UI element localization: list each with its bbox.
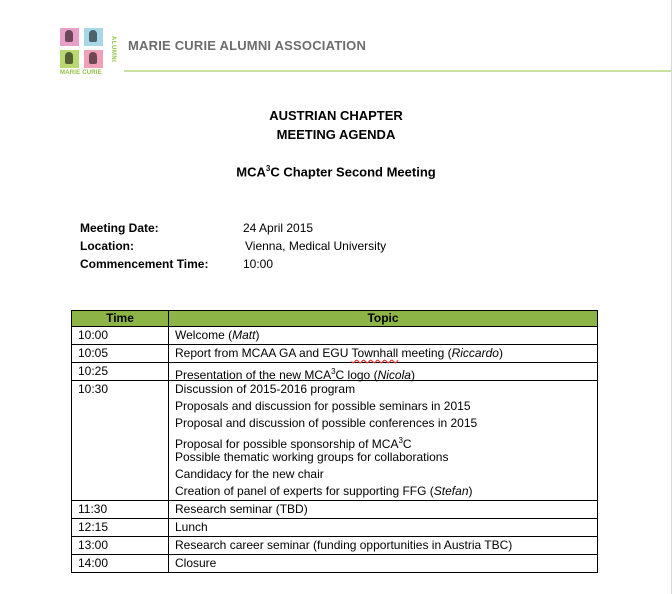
agenda-time: 10:00 xyxy=(72,327,169,345)
topic-presenter: Matt xyxy=(232,328,256,342)
topic-text: Research seminar (TBD) xyxy=(175,502,308,516)
topic-text: Proposals and discussion for possible seminars in 2015 xyxy=(175,399,471,413)
chapter-title: AUSTRIAN CHAPTER xyxy=(269,108,403,123)
agenda-topic xyxy=(169,327,598,345)
header-divider xyxy=(124,70,672,72)
agenda-header-row xyxy=(72,311,598,327)
location-value: Vienna, Medical University xyxy=(245,239,387,253)
topic-text: Creation of panel of experts for supporting FFG ( xyxy=(175,484,434,498)
agenda-topic xyxy=(169,363,598,381)
topic-superscript: 3 xyxy=(331,367,336,376)
topic-line xyxy=(175,537,597,554)
agenda-time: 11:30 xyxy=(72,501,169,519)
topic-line xyxy=(175,483,597,500)
topic-text: Report from MCAA GA and EGU xyxy=(175,346,352,360)
agenda-time: 14:00 xyxy=(72,555,169,573)
topic-text-post: ) xyxy=(410,368,415,382)
topic-line xyxy=(175,345,597,362)
meeting-date-value: 24 April 2015 xyxy=(243,221,314,235)
topic-text: Welcome ( xyxy=(175,328,233,342)
logo-text-bottom: MARIE CURIE xyxy=(60,70,102,76)
subtitle-post: C Chapter Second Meeting xyxy=(270,164,436,180)
topic-superscript: 3 xyxy=(398,436,403,445)
topic-text-mid: meeting ( xyxy=(398,346,452,360)
topic-line xyxy=(175,415,597,432)
topic-text: Lunch xyxy=(175,520,208,534)
topic-presenter: Nicola xyxy=(377,368,411,382)
meeting-subtitle xyxy=(0,164,672,179)
topic-line xyxy=(175,363,597,380)
agenda-time: 10:05 xyxy=(72,345,169,363)
topic-line xyxy=(175,432,597,449)
agenda-topic xyxy=(169,519,598,537)
agenda-row xyxy=(72,555,598,573)
logo-square-green xyxy=(60,50,79,68)
location-label: Location: xyxy=(80,239,134,253)
subtitle-pre: MCA xyxy=(236,164,266,180)
topic-column-header: Topic xyxy=(169,311,598,327)
topic-text: Presentation of the new MCA xyxy=(175,368,332,382)
agenda-table xyxy=(71,310,598,573)
topic-text: Proposal and discussion of possible conferences in 2015 xyxy=(175,416,478,430)
topic-text-post: ) xyxy=(255,328,260,342)
topic-text: Candidacy for the new chair xyxy=(175,467,324,481)
topic-presenter: Riccardo xyxy=(451,346,499,360)
agenda-time: 12:15 xyxy=(72,519,169,537)
topic-line xyxy=(175,381,597,398)
topic-text: Research career seminar (funding opportunities in Austria TBC) xyxy=(175,538,513,552)
agenda-row xyxy=(72,345,598,363)
topic-text-post: ) xyxy=(468,484,473,498)
org-name: MARIE CURIE ALUMNI ASSOCIATION xyxy=(128,38,367,53)
logo-square-blue xyxy=(84,28,103,46)
agenda-topic xyxy=(169,345,598,363)
topic-text-flagged: Townhall xyxy=(351,346,399,360)
agenda-topic xyxy=(169,501,598,519)
time-column-header: Time xyxy=(72,311,169,327)
agenda-title: MEETING AGENDA xyxy=(276,127,396,142)
agenda-row xyxy=(72,327,598,345)
topic-line xyxy=(175,555,597,572)
meeting-date-label: Meeting Date: xyxy=(80,221,159,235)
agenda-row xyxy=(72,519,598,537)
topic-presenter: Stefan xyxy=(433,484,469,498)
logo-square-rose xyxy=(84,50,103,68)
agenda-time: 10:25 xyxy=(72,363,169,381)
agenda-row xyxy=(72,501,598,519)
commencement-time-label: Commencement Time: xyxy=(80,257,209,271)
topic-text: Discussion of 2015-2016 program xyxy=(175,382,356,396)
agenda-topic xyxy=(169,381,598,501)
topic-text-mid: C logo ( xyxy=(335,368,378,382)
topic-line xyxy=(175,449,597,466)
subtitle-sup: 3 xyxy=(265,164,271,173)
topic-line xyxy=(175,519,597,536)
topic-line xyxy=(175,466,597,483)
topic-line xyxy=(175,398,597,415)
logo-square-pink xyxy=(60,28,79,46)
agenda-topic xyxy=(169,537,598,555)
agenda-topic xyxy=(169,555,598,573)
agenda-row xyxy=(72,381,598,501)
agenda-row xyxy=(72,537,598,555)
agenda-time: 10:30 xyxy=(72,381,169,501)
topic-text: Proposal for possible sponsorship of MCA xyxy=(175,437,399,451)
logo-text-vertical: ALUMNI xyxy=(110,35,116,63)
topic-text-post: ) xyxy=(498,346,503,360)
topic-text-mid: C xyxy=(402,437,412,451)
topic-line xyxy=(175,327,597,344)
agenda-row xyxy=(72,363,598,381)
topic-line xyxy=(175,501,597,518)
topic-text: Closure xyxy=(175,556,217,570)
agenda-time: 13:00 xyxy=(72,537,169,555)
commencement-time-value: 10:00 xyxy=(243,257,274,271)
topic-text: Possible thematic working groups for collaborations xyxy=(175,450,449,464)
